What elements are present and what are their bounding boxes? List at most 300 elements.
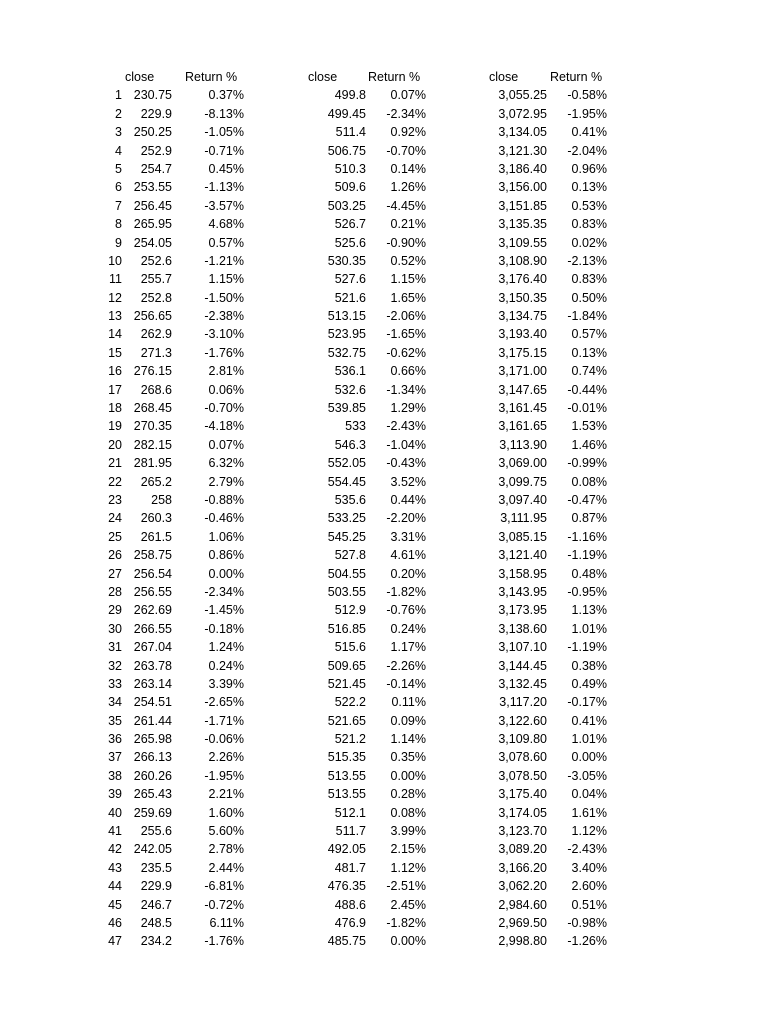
close-value: 3,108.90 [498,253,547,268]
close-value: 530.35 [327,253,366,268]
return-value: 0.49% [571,676,607,691]
table-row [0,638,768,656]
return-value: -0.58% [567,88,607,103]
row-index: 23 [108,492,122,507]
table-row [0,601,768,619]
row-index: 4 [115,143,122,158]
return-value: 0.13% [571,180,607,195]
close-value: 3,176.40 [498,272,547,287]
table-row [0,804,768,822]
return-value: 2.45% [390,897,426,912]
close-value: 513.55 [327,787,366,802]
return-value: 0.00% [390,934,426,949]
return-value: -3.05% [567,768,607,783]
close-value: 3,156.00 [498,180,547,195]
close-value: 3,078.50 [498,768,547,783]
return-value: -0.76% [386,603,426,618]
table-row [0,491,768,509]
return-value: 0.45% [208,161,244,176]
row-index: 6 [115,180,122,195]
return-value: 0.83% [571,272,607,287]
table-row [0,252,768,270]
close-value: 265.2 [140,474,172,489]
row-index: 5 [115,161,122,176]
return-value: -2.04% [567,143,607,158]
close-value: 503.55 [327,584,366,599]
return-value: 0.14% [390,161,426,176]
return-value: 1.15% [390,272,426,287]
row-index: 24 [108,511,122,526]
return-value: 4.61% [390,548,426,563]
close-value: 3,134.05 [498,125,547,140]
return-value: 0.74% [571,364,607,379]
close-value: 525.6 [334,235,366,250]
close-value: 248.5 [140,915,172,930]
row-index: 45 [108,897,122,912]
table-row [0,270,768,288]
return-value: 1.15% [208,272,244,287]
return-value: 0.28% [390,787,426,802]
close-value: 235.5 [140,860,172,875]
close-value: 532.75 [327,345,366,360]
close-value: 3,173.95 [498,603,547,618]
return-value: 3.40% [571,860,607,875]
table-row [0,289,768,307]
row-index: 31 [108,640,122,655]
close-value: 266.55 [133,621,172,636]
close-value: 3,121.40 [498,548,547,563]
row-index: 9 [115,235,122,250]
close-value: 3,161.65 [498,419,547,434]
close-value: 511.4 [335,125,366,140]
row-index: 47 [108,934,122,949]
row-index: 11 [109,272,122,287]
close-value: 281.95 [133,456,172,471]
return-value: 3.99% [390,824,426,839]
return-value: -2.65% [204,695,244,710]
close-value: 230.75 [133,88,172,103]
return-value: 0.52% [390,253,426,268]
close-value: 3,055.25 [498,88,547,103]
close-value: 3,089.20 [498,842,547,857]
return-value: -3.57% [204,198,244,213]
close-value: 515.6 [334,640,366,655]
return-value: 2.81% [208,364,244,379]
table-row [0,859,768,877]
return-value: -1.05% [204,125,244,140]
return-value: -0.95% [567,584,607,599]
return-value: 0.21% [390,217,426,232]
close-value: 3,123.70 [498,824,547,839]
return-value: -0.18% [204,621,244,636]
table-row [0,344,768,362]
row-index: 27 [108,566,122,581]
close-value: 3,069.00 [498,456,547,471]
close-value: 509.6 [334,180,366,195]
close-value: 554.45 [327,474,366,489]
row-index: 22 [108,474,122,489]
close-value: 512.1 [334,805,366,820]
return-value: -0.47% [567,492,607,507]
close-value: 3,175.15 [498,345,547,360]
close-header: close [125,70,155,84]
row-index: 17 [108,382,122,397]
return-value: -1.34% [386,382,426,397]
return-value: 3.52% [390,474,426,489]
table-row [0,234,768,252]
row-index: 34 [108,695,122,710]
return-value: 2.21% [208,787,244,802]
table-row [0,399,768,417]
return-value: -1.19% [567,640,607,655]
return-value: -2.43% [386,419,426,434]
return-value: 1.65% [390,290,426,305]
close-value: 2,969.50 [498,915,547,930]
return-value: 0.44% [390,492,426,507]
return-value: -0.70% [386,143,426,158]
row-index: 20 [108,437,122,452]
close-value: 261.5 [140,529,172,544]
return-value: 0.04% [571,787,607,802]
return-value: 3.31% [390,529,426,544]
return-value: 1.61% [571,805,607,820]
close-value: 521.65 [327,713,366,728]
close-value: 262.9 [140,327,172,342]
return-value: -1.16% [567,529,607,544]
table-row [0,178,768,196]
return-value: -0.70% [204,401,244,416]
return-value: -0.01% [567,401,607,416]
return-value: 2.44% [208,860,244,875]
close-value: 521.2 [334,732,366,747]
close-value: 255.7 [140,272,172,287]
table-row [0,473,768,491]
close-value: 521.45 [327,676,366,691]
return-value: 0.57% [208,235,244,250]
row-index: 42 [108,842,122,857]
table-row [0,215,768,233]
return-value: -1.50% [204,290,244,305]
return-value: 0.07% [390,88,426,103]
return-value: 1.46% [571,437,607,452]
close-value: 532.6 [334,382,366,397]
close-value: 3,072.95 [498,106,547,121]
return-value: 0.02% [571,235,607,250]
close-value: 256.55 [133,584,172,599]
close-value: 3,171.00 [498,364,547,379]
return-value: 0.11% [391,695,426,710]
close-value: 3,193.40 [498,327,547,342]
return-value: 0.87% [571,511,607,526]
close-value: 252.6 [140,253,172,268]
close-value: 254.05 [133,235,172,250]
return-value: -1.26% [567,934,607,949]
return-value: 1.06% [208,529,244,544]
return-value: -1.76% [204,934,244,949]
row-index: 25 [108,529,122,544]
close-value: 266.13 [133,750,172,765]
table-row [0,546,768,564]
close-value: 476.9 [334,915,366,930]
close-value: 256.45 [133,198,172,213]
close-value: 262.69 [133,603,172,618]
close-value: 527.8 [334,548,366,563]
return-value: -1.04% [386,437,426,452]
close-value: 282.15 [133,437,172,452]
return-value: 2.26% [208,750,244,765]
table-row [0,307,768,325]
close-value: 3,174.05 [498,805,547,820]
close-value: 476.35 [327,879,366,894]
return-value: -0.72% [204,897,244,912]
return-value: 1.01% [571,732,607,747]
close-value: 3,150.35 [498,290,547,305]
close-value: 512.9 [334,603,366,618]
row-index: 30 [108,621,122,636]
row-index: 26 [108,548,122,563]
close-value: 504.55 [327,566,366,581]
table-row [0,160,768,178]
table-row [0,693,768,711]
return-value: 0.08% [571,474,607,489]
table-row [0,528,768,546]
close-value: 3,175.40 [498,787,547,802]
table-row [0,454,768,472]
close-value: 533.25 [327,511,366,526]
close-value: 256.65 [133,309,172,324]
return-value: 3.39% [208,676,244,691]
table-row [0,565,768,583]
return-value: -2.06% [386,309,426,324]
return-value: 1.24% [208,640,244,655]
return-value: -1.82% [386,584,426,599]
close-value: 3,113.90 [499,437,547,452]
table-row [0,657,768,675]
close-value: 246.7 [140,897,172,912]
close-value: 3,151.85 [498,198,547,213]
return-header: Return % [185,70,238,84]
close-value: 3,147.65 [498,382,547,397]
close-value: 270.35 [133,419,172,434]
return-value: 1.29% [390,401,426,416]
close-value: 252.8 [140,290,172,305]
return-value: 5.60% [208,824,244,839]
close-value: 481.7 [334,860,366,875]
table-row [0,767,768,785]
row-index: 3 [115,125,122,140]
row-index: 35 [108,713,122,728]
return-value: 0.83% [571,217,607,232]
return-value: 2.79% [208,474,244,489]
return-value: -0.06% [204,732,244,747]
return-value: -2.26% [386,658,426,673]
close-value: 3,186.40 [498,161,547,176]
return-value: 0.86% [208,548,244,563]
return-value: -2.34% [386,106,426,121]
close-value: 3,062.20 [498,879,547,894]
table-row [0,748,768,766]
return-value: -2.51% [386,879,426,894]
close-value: 3,132.45 [498,676,547,691]
close-value: 263.78 [133,658,172,673]
return-value: -3.10% [204,327,244,342]
table-row [0,86,768,104]
close-value: 256.54 [133,566,172,581]
close-value: 3,138.60 [498,621,547,636]
return-header: Return % [550,70,603,84]
return-value: -0.98% [567,915,607,930]
close-value: 265.98 [133,732,172,747]
close-value: 250.25 [133,125,172,140]
return-value: 2.60% [571,879,607,894]
row-index: 40 [108,805,122,820]
return-value: -0.46% [204,511,244,526]
return-value: 1.60% [208,805,244,820]
close-value: 2,984.60 [498,897,547,912]
return-value: 0.20% [390,566,426,581]
close-value: 509.65 [327,658,366,673]
table-row [0,712,768,730]
row-index: 32 [108,658,122,673]
return-value: 0.38% [571,658,607,673]
close-value: 229.9 [140,879,172,894]
return-value: -6.81% [204,879,244,894]
return-value: 0.50% [571,290,607,305]
close-value: 3,109.80 [498,732,547,747]
row-index: 28 [108,584,122,599]
close-value: 3,097.40 [498,492,547,507]
return-value: 0.41% [571,125,607,140]
table-row [0,914,768,932]
return-header: Return % [368,70,421,84]
return-value: 0.96% [571,161,607,176]
close-value: 229.9 [140,106,172,121]
close-value: 3,121.30 [498,143,547,158]
return-value: -1.21% [204,253,244,268]
close-value: 492.05 [327,842,366,857]
return-value: 1.12% [571,824,607,839]
close-value: 546.3 [334,437,366,452]
return-value: -1.71% [204,713,244,728]
return-value: -4.18% [204,419,244,434]
return-value: -1.65% [386,327,426,342]
close-value: 258.75 [133,548,172,563]
table-row [0,325,768,343]
row-index: 12 [108,290,122,305]
row-index: 7 [115,198,122,213]
close-value: 254.7 [140,161,172,176]
return-value: 0.09% [390,713,426,728]
close-value: 485.75 [327,934,366,949]
return-value: 1.01% [571,621,607,636]
table-row [0,840,768,858]
row-index: 21 [108,456,122,471]
table-row [0,142,768,160]
return-value: -2.38% [204,309,244,324]
close-value: 499.45 [327,106,366,121]
return-value: -1.13% [204,180,244,195]
close-value: 265.43 [133,787,172,802]
return-value: -4.45% [386,198,426,213]
row-index: 13 [108,309,122,324]
close-value: 276.15 [133,364,172,379]
table-row [0,896,768,914]
table-row [0,381,768,399]
row-index: 19 [108,419,122,434]
return-value: -0.71% [204,143,244,158]
close-value: 488.6 [334,897,366,912]
row-index: 1 [115,88,122,103]
table-row [0,730,768,748]
table-row [0,362,768,380]
return-value: 0.48% [571,566,607,581]
return-value: 1.14% [390,732,426,747]
return-value: -2.43% [567,842,607,857]
table-row [0,417,768,435]
close-value: 268.6 [140,382,172,397]
row-index: 38 [108,768,122,783]
close-value: 526.7 [334,217,366,232]
row-index: 36 [108,732,122,747]
close-value: 242.05 [133,842,172,857]
close-value: 3,134.75 [498,309,547,324]
close-value: 265.95 [133,217,172,232]
return-value: 0.35% [390,750,426,765]
close-value: 234.2 [140,934,172,949]
return-value: -2.13% [567,253,607,268]
return-value: 1.53% [571,419,607,434]
close-value: 545.25 [327,529,366,544]
return-value: 2.78% [208,842,244,857]
table-row [0,105,768,123]
row-index: 8 [115,217,122,232]
close-value: 506.75 [327,143,366,158]
row-index: 2 [115,106,122,121]
close-value: 254.51 [133,695,172,710]
data-rows [0,86,768,950]
return-value: 0.13% [571,345,607,360]
close-header: close [308,70,338,84]
return-value: 1.26% [390,180,426,195]
table-row [0,123,768,141]
return-value: -1.45% [204,603,244,618]
close-value: 3,144.45 [498,658,547,673]
return-value: 0.51% [571,897,607,912]
close-value: 503.25 [327,198,366,213]
row-index: 10 [108,253,122,268]
close-value: 539.85 [327,401,366,416]
table-row [0,675,768,693]
return-value: -0.14% [386,676,426,691]
return-value: -1.95% [567,106,607,121]
row-index: 37 [108,750,122,765]
return-value: 0.37% [208,88,244,103]
return-value: 0.07% [208,437,244,452]
close-header: close [489,70,519,84]
close-value: 516.85 [327,621,366,636]
return-value: 0.06% [208,382,244,397]
close-value: 3,158.95 [498,566,547,581]
row-index: 18 [108,401,122,416]
close-value: 3,078.60 [498,750,547,765]
return-value: 0.00% [571,750,607,765]
table-row [0,197,768,215]
table-row [0,877,768,895]
close-value: 3,111.95 [500,511,547,526]
return-value: -8.13% [204,106,244,121]
return-value: 0.08% [390,805,426,820]
return-value: 0.53% [571,198,607,213]
